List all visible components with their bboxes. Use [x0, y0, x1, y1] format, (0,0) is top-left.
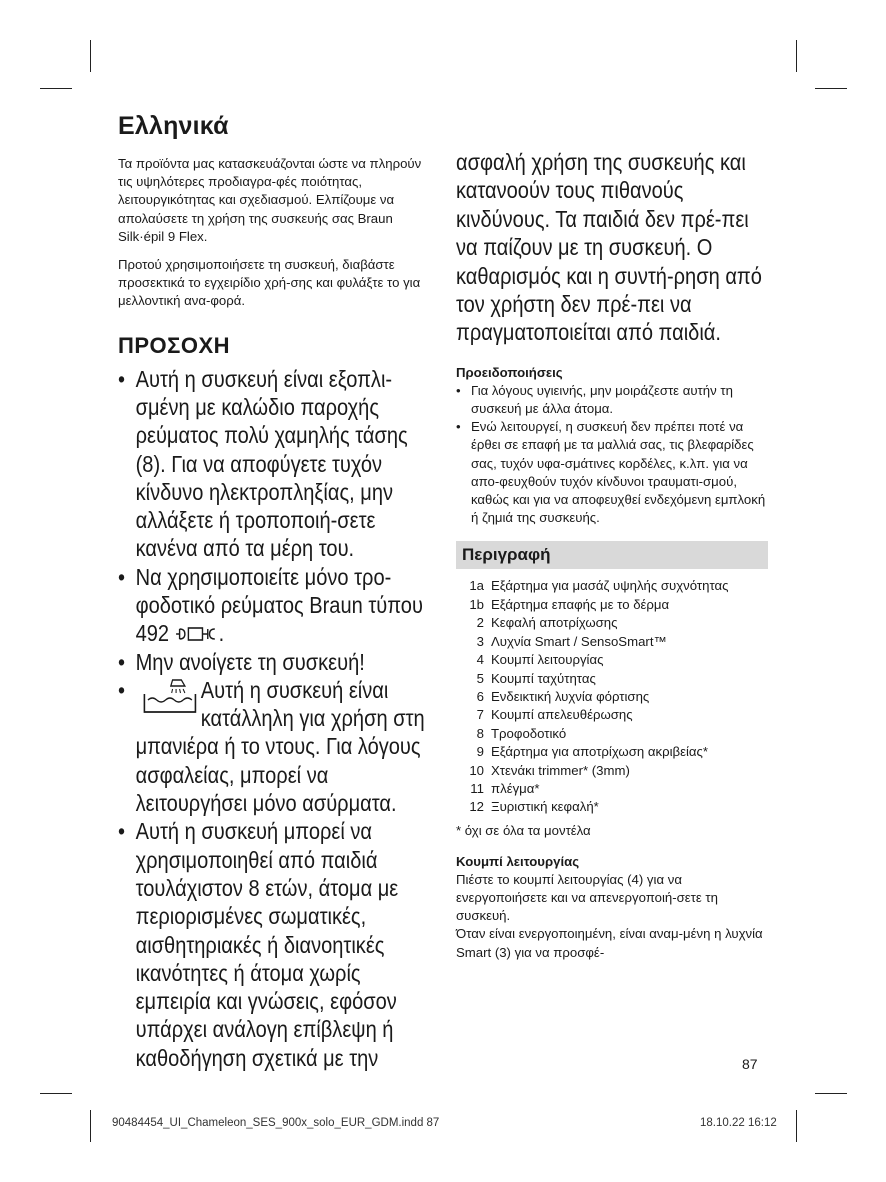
part-label: Κουμπί ταχύτητας [491, 670, 596, 686]
warning-item [118, 817, 435, 1072]
part-row [456, 688, 768, 706]
part-row [456, 706, 768, 724]
part-label: Χτενάκι trimmer* (3mm) [491, 762, 630, 778]
bullet: • [118, 818, 126, 845]
crop-mark [90, 40, 91, 72]
part-label: πλέγμα* [491, 780, 540, 796]
page-number: 87 [742, 1056, 758, 1072]
part-row [456, 743, 768, 761]
warning-item [118, 365, 435, 563]
description-heading: Περιγραφή [456, 541, 768, 569]
part-row [456, 762, 768, 780]
parts-list [456, 577, 768, 816]
warning-text: Αυτή η συσκευή είναι κατάλληλη για χρήση στη μπανιέρα ή το ντους. Για λόγους ασφαλείας, μπορεί να λειτουργήσει μόνο ασύρματα. [135, 676, 425, 817]
power-supply-symbol-icon [175, 625, 219, 643]
part-row [456, 780, 768, 798]
part-row [456, 596, 768, 614]
part-number: 5 [476, 670, 484, 686]
warning-item [118, 648, 435, 676]
part-label: Κουμπί λειτουργίας [491, 652, 604, 668]
part-number: 3 [476, 633, 484, 649]
bullet: • [118, 563, 126, 590]
warning-heading: ΠΡΟΣΟΧΗ [118, 332, 231, 358]
footer-date-time: 18.10.22 16:12 [700, 1117, 777, 1129]
bullet: • [456, 419, 461, 435]
warning-text: Αυτή η συσκευή είναι εξοπλι-σμένη με καλώδιο παροχής ρεύματος πολύ χαμηλής τάσης (8). Για να αποφύγετε τυχόν κίνδυνο ηλεκτροπληξίας, μην αλλάξετε ή τροποποιή-σετε κανένα από τα μέρη του. [135, 365, 408, 562]
cautions-heading: Προειδοποιήσεις [456, 364, 563, 380]
warning-continued: ασφαλή χρήση της συσκευής και κατανοούν τους πιθανούς κινδύνους. Τα παιδιά δεν πρέ-πει να παίζουν με τη συσκευή. Ο καθαρισμός και η συντή-ρηση από τον χρήστη δεν πρέ-πει να πραγματοποιείται από παιδιά. [456, 149, 762, 346]
part-row [456, 651, 768, 669]
part-row [456, 670, 768, 688]
bullet: • [456, 382, 461, 398]
part-label: Λυχνία Smart / SensoSmart™ [491, 633, 667, 649]
part-number: 2 [476, 615, 484, 631]
part-row [456, 725, 768, 743]
crop-mark [796, 40, 797, 72]
crop-mark [796, 1110, 797, 1142]
bullet: • [118, 365, 126, 392]
footer-file-info: 90484454_UI_Chameleon_SES_900x_solo_EUR_GDM.indd 87 [112, 1117, 440, 1129]
crop-mark [815, 88, 847, 89]
part-label: Κουμπί απελευθέρωσης [491, 707, 633, 723]
part-label: Ξυριστική κεφαλή* [491, 799, 599, 815]
intro-paragraph-1: Τα προϊόντα μας κατασκευάζονται ώστε να πληρούν τις υψηλότερες προδιαγρα-φές ποιότητας, λειτουργικότητας και σχεδιασμού. Ελπίζουμε να απολαύσετε τη χρήση της συσκευής σας Braun Silk·épil 9 Flex. [118, 156, 422, 244]
crop-mark [40, 1093, 72, 1094]
warning-list [118, 365, 435, 1072]
intro-paragraph-2: Προτού χρησιμοποιήσετε τη συσκευή, διαβάστε προσεκτικά το εγχειρίδιο χρή-σης και φυλάξτε το για μελλοντική ανα-φορά. [118, 257, 421, 309]
power-button-text-2: Όταν είναι ενεργοποιημένη, είναι αναμ-μένη η λυχνία Smart (3) για να προσφέ- [456, 926, 763, 960]
part-label: Εξάρτημα για μασάζ υψηλής συχνότητας [491, 578, 729, 594]
part-row [456, 577, 768, 595]
part-number: 11 [470, 780, 484, 796]
crop-mark [90, 1110, 91, 1142]
caution-text: Για λόγους υγιεινής, μην μοιράζεστε αυτήν τη συσκευή με άλλα άτομα. [471, 382, 733, 417]
part-row [456, 798, 768, 816]
part-label: Τροφοδοτικό [491, 725, 567, 741]
part-number: 9 [476, 744, 484, 760]
left-column [118, 112, 434, 1072]
footnote: * όχι σε όλα τα μοντέλα [456, 822, 591, 838]
caution-text: Ενώ λειτουργεί, η συσκευή δεν πρέπει ποτέ να έρθει σε επαφή με τα μαλλιά σας, τις βλεφαρίδες σας, τυχόν υφα-σμάτινες κορδέλες, κ.λπ. για να απο-φευχθούν τυχόν κίνδυνοι τραυματι-σμού, καθώς και για να αποφευχθεί ενδεχόμενη εμπλοκή ή ζημιά της συσκευής. [471, 419, 766, 526]
warning-item: • Να χρησιμοποιείτε μόνο τρο-φοδοτικό ρεύματος Braun τύπου 492 . [118, 563, 423, 647]
part-number: 8 [476, 725, 484, 741]
part-label: Ενδεικτική λυχνία φόρτισης [491, 688, 650, 704]
page-title: Ελληνικά [118, 112, 229, 140]
part-row [456, 614, 768, 632]
part-number: 12 [469, 799, 484, 815]
crop-mark [40, 88, 72, 89]
bathtub-shower-icon [143, 676, 198, 716]
part-number: 6 [476, 688, 484, 704]
caution-item [456, 382, 768, 418]
part-label: Εξάρτημα επαφής με το δέρμα [491, 596, 670, 612]
cautions-list [456, 382, 768, 528]
part-number: 10 [469, 762, 484, 778]
part-label: Εξάρτημα για αποτρίχωση ακριβείας* [491, 744, 709, 760]
part-number: 1b [469, 596, 484, 612]
warning-item [118, 676, 435, 817]
bullet: • [118, 676, 126, 703]
right-column [456, 148, 768, 962]
part-row [456, 633, 768, 651]
power-button-heading: Κουμπί λειτουργίας [456, 853, 580, 869]
warning-text: Αυτή η συσκευή μπορεί να χρησιμοποιηθεί από παιδιά τουλάχιστον 8 ετών, άτομα με περιορισμένες σωματικές, αισθητηριακές ή διανοητικές ικανότητες ή άτομα χωρίς εμπειρία και γνώσεις, εφόσον υπάρχει ανάλογη επίβλεψη ή καθοδήγηση σχετικά με την [135, 818, 399, 1071]
power-button-text: Πιέστε το κουμπί λειτουργίας (4) για να ενεργοποιήσετε και να απενεργοποιή-σετε τη συσκευή. [456, 871, 718, 924]
warning-text: Να χρησιμοποιείτε μόνο τρο-φοδοτικό ρεύματος Braun τύπου 492 [135, 563, 423, 647]
crop-mark [815, 1093, 847, 1094]
part-number: 7 [476, 707, 484, 723]
warning-text: Μην ανοίγετε τη συσκευή! [135, 648, 365, 675]
part-number: 1a [469, 578, 484, 594]
part-number: 4 [476, 652, 484, 668]
caution-item [456, 418, 768, 527]
bullet: • [118, 648, 126, 675]
part-label: Κεφαλή αποτρίχωσης [491, 615, 618, 631]
